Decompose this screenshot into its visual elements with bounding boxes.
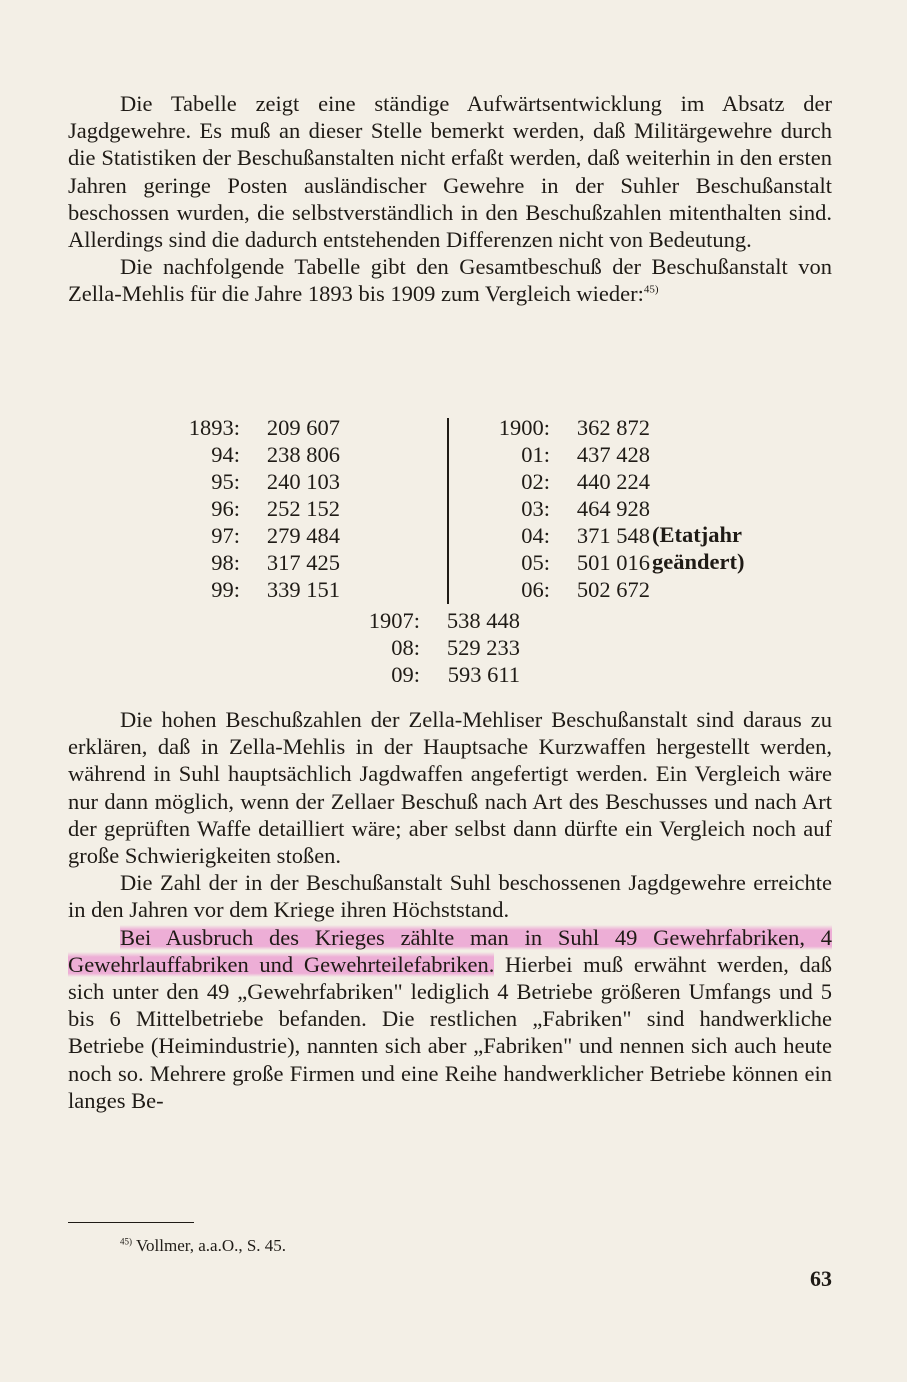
paragraph-4: Die Zahl der in der Beschußanstalt Suhl beschossenen Jagdgewehre erreichte in den Jahren vor dem Kriege ihren Höchststand.	[68, 870, 832, 923]
table-divider	[447, 418, 449, 604]
table-row: 1893: 209 607	[188, 415, 340, 440]
page-number: 63	[810, 1266, 832, 1291]
paragraph-5-rest: Hierbei muß erwähnt werden, daß sich unter den 49 „Gewehrfabriken" lediglich 4 Betriebe größeren Umfangs und 5 bis 6 Mittelbetriebe befanden. Die restlichen „Fabriken" sind handwerkliche Betriebe (Heimindustrie), nannten sich aber „Fabriken" und nennen sich auch heute noch so. Mehrere große Firmen und eine Reihe handwerklicher Betriebe können ein langes Be-	[68, 951, 832, 1113]
table-row: 04: 371 548	[521, 523, 650, 548]
highlighted-passage: Bei Ausbruch des Krieges zählte man in Suhl 49 Gewehrfabriken, 4 Gewehrlauffabriken und Gewehrteilefabriken.	[68, 924, 832, 977]
table-row: 02: 440 224	[521, 469, 650, 494]
footnote-text: Vollmer, a.a.O., S. 45.	[132, 1236, 287, 1255]
production-table	[0, 414, 907, 694]
body-text-block	[68, 706, 832, 1114]
paragraph-2	[68, 253, 832, 307]
table-row: 01: 437 428	[521, 442, 650, 467]
table-row: 08: 529 233	[391, 635, 520, 660]
table-row: 94: 238 806	[211, 442, 340, 467]
table-left-column	[150, 414, 340, 603]
table-row: 09: 593 611	[391, 662, 520, 687]
table-row: 98: 317 425	[211, 550, 340, 575]
footnote-separator	[68, 1222, 194, 1223]
paragraph-5	[68, 924, 832, 1114]
table-row: 06: 502 672	[521, 577, 650, 602]
table-row: 97: 279 484	[211, 523, 340, 548]
table-row: 95: 240 103	[211, 469, 340, 494]
table-row: 05: 501 016	[521, 550, 650, 575]
footnote-marker: 45)	[120, 1236, 132, 1247]
table-note-line-1: (Etatjahr	[652, 522, 742, 547]
paragraph-2-text: Die nachfolgende Tabelle gibt den Gesamtbeschuß der Beschußanstalt von Zella-Mehlis für die Jahre 1893 bis 1909 zum Vergleich wieder:	[68, 254, 832, 307]
footnote	[120, 1236, 286, 1256]
table-right-column	[470, 414, 650, 603]
table-note-line-2: geändert)	[652, 549, 745, 574]
paragraph-3: Die hohen Beschußzahlen der Zella-Mehliser Beschußanstalt sind daraus zu erklären, daß in Zella-Mehlis in der Hauptsache Kurzwaffen hergestellt werden, während in Suhl hauptsächlich Jagdwaffen angefertigt werden. Ein Vergleich wäre nur dann möglich, wenn der Zellaer Beschuß nach Art des Beschusses und nach Art der geprüften Waffe detailliert wäre; aber selbst dann dürfte ein Vergleich noch auf große Schwierigkeiten stoßen.	[68, 707, 832, 869]
intro-text-block	[68, 90, 832, 308]
table-row: 1900: 362 872	[498, 415, 650, 440]
table-row: 99: 339 151	[211, 577, 340, 602]
table-row: 1907: 538 448	[368, 608, 520, 633]
table-row: 96: 252 152	[211, 496, 340, 521]
paragraph-1: Die Tabelle zeigt eine ständige Aufwärtsentwicklung im Absatz der Jagdgewehre. Es muß an dieser Stelle bemerkt werden, daß Militärgewehre durch die Statistiken der Beschußanstalten nicht erfaßt werden, daß weiterhin in den ersten Jahren geringe Posten ausländischer Gewehre in der Suhler Beschußanstalt beschossen wurden, die selbstverständlich in den Beschußzahlen mitenthalten sind. Allerdings sind die dadurch entstehenden Differenzen nicht von Bedeutung.	[68, 91, 832, 253]
footnote-reference: 45)	[643, 283, 659, 296]
table-row: 03: 464 928	[521, 496, 650, 521]
table-bottom-column	[330, 607, 520, 688]
